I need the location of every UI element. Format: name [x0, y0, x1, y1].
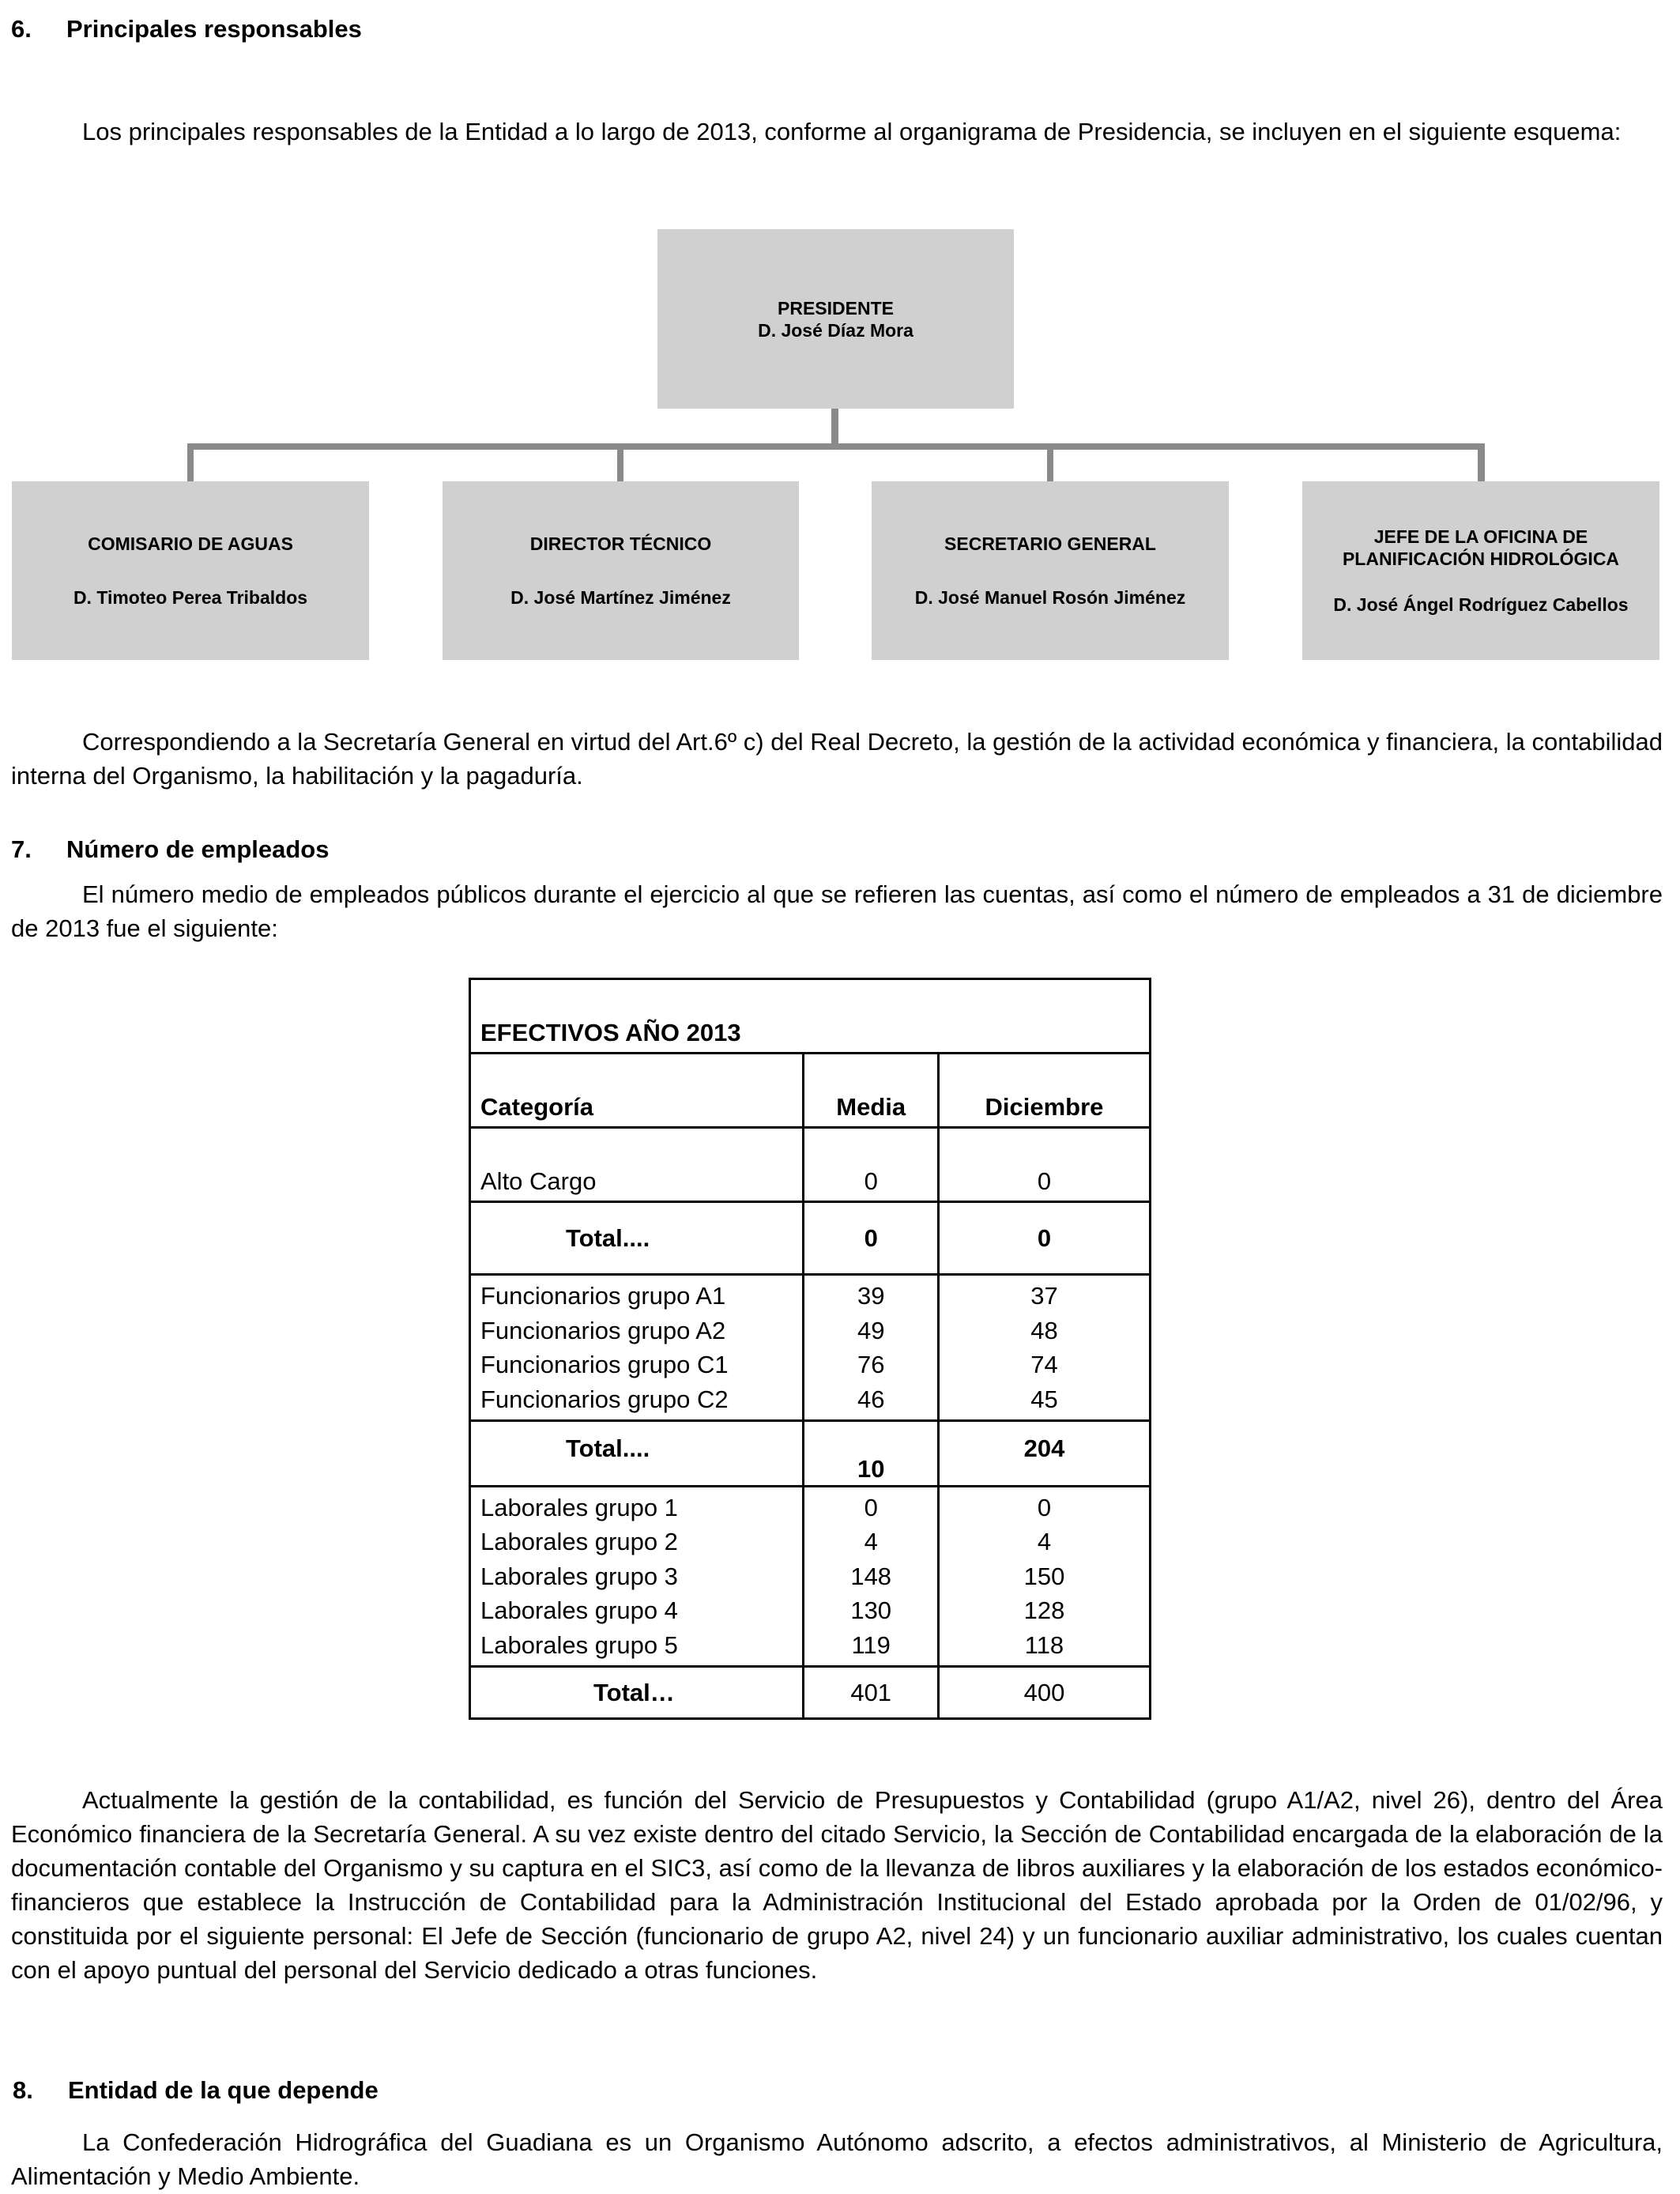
- table-caption: EFECTIVOS AÑO 2013: [470, 979, 1151, 1054]
- connector-vertical: [831, 409, 838, 443]
- row-media: 49: [857, 1316, 885, 1344]
- header-diciembre: Diciembre: [938, 1054, 1150, 1128]
- total-media: 10: [804, 1421, 938, 1487]
- connector-drop: [1478, 443, 1485, 481]
- paragraph-secretaria: Correspondiendo a la Secretaría General en virtud del Art.6º c) del Real Decreto, la gestión de la actividad económica y financiera, la contabilidad interna del Organismo, la habilitación y la pagaduría.: [11, 728, 1663, 790]
- total-label: Total....: [470, 1202, 804, 1275]
- table-group-funcionarios: [470, 1275, 1151, 1421]
- org-title: SECRETARIO GENERAL: [944, 533, 1156, 554]
- row-label: Alto Cargo: [470, 1128, 804, 1202]
- row-diciembre: 150: [1023, 1562, 1065, 1590]
- org-name: D. José Díaz Mora: [758, 319, 913, 341]
- total-label: Total....: [470, 1421, 804, 1487]
- table-total-row: [470, 1421, 1151, 1487]
- group-media: [804, 1487, 938, 1667]
- header-media: Media: [804, 1054, 938, 1128]
- row-media: 39: [857, 1282, 885, 1310]
- row-media: 0: [804, 1128, 938, 1202]
- org-box-director: [443, 481, 799, 660]
- row-label: Funcionarios grupo C1: [480, 1351, 729, 1378]
- row-media: 148: [850, 1562, 892, 1590]
- org-name: D. Timoteo Perea Tribaldos: [73, 587, 308, 608]
- row-diciembre: 0: [1037, 1493, 1052, 1521]
- org-box-secretario: [872, 481, 1229, 660]
- row-label: Funcionarios grupo C2: [480, 1385, 729, 1413]
- row-label: Laborales grupo 3: [480, 1562, 678, 1590]
- row-label: Funcionarios grupo A1: [480, 1282, 726, 1310]
- row-media: 4: [864, 1528, 878, 1556]
- table-caption-row: [470, 979, 1151, 1054]
- connector-drop: [1047, 443, 1053, 481]
- paragraph-contabilidad: Actualmente la gestión de la contabilidad, es función del Servicio de Presupuestos y Contabilidad (grupo A1/A2, nivel 26), dentro del Área Económico financiera de la Secretaría General. A su vez existe dentro del citado Servicio, la Sección de Contabilidad encargada de la elaboración de la documentación contable del Organismo y su captura en el SIC3, así como de la llevanza de libros auxiliares y la elaboración de los estados económico-financieros que establece la Instrucción de Contabilidad para la Administración Institucional del Estado aprobada por la Orden de 01/02/96, y constituida por el siguiente personal: El Jefe de Sección (funcionario de grupo A2, nivel 24) y un funcionario auxiliar administrativo, los cuales cuentan con el apoyo puntual del personal del Servicio dedicado a otras funciones.: [11, 1786, 1663, 1984]
- total-media: 0: [804, 1202, 938, 1275]
- org-title: COMISARIO DE AGUAS: [88, 533, 293, 554]
- org-box-comisario: [12, 481, 369, 660]
- row-diciembre: 37: [1030, 1282, 1058, 1310]
- connector-drop: [617, 443, 623, 481]
- connector-horizontal: [187, 443, 1485, 450]
- row-media: 119: [851, 1630, 891, 1659]
- org-box-jefe-planificacion: [1302, 481, 1659, 660]
- org-title: JEFE DE LA OFICINA DE PLANIFICACIÓN HIDROLÓGICA: [1342, 526, 1620, 569]
- row-diciembre: 74: [1030, 1351, 1058, 1378]
- org-title: DIRECTOR TÉCNICO: [529, 533, 712, 554]
- org-name: D. José Manuel Rosón Jiménez: [914, 587, 1186, 608]
- total-diciembre: 204: [938, 1421, 1150, 1487]
- section-7-heading: [11, 834, 329, 865]
- header-categoria: Categoría: [470, 1054, 804, 1128]
- row-media: 46: [857, 1385, 885, 1413]
- org-box-president: [657, 229, 1014, 409]
- row-media: 130: [850, 1596, 892, 1625]
- total-diciembre: 0: [938, 1202, 1150, 1275]
- group-diciembre: [938, 1487, 1150, 1667]
- row-diciembre: 0: [938, 1128, 1150, 1202]
- row-label: Funcionarios grupo A2: [480, 1316, 726, 1344]
- row-media: 0: [864, 1493, 878, 1521]
- row-diciembre: 48: [1030, 1316, 1058, 1344]
- section-6-intro: Los principales responsables de la Entidad a lo largo de 2013, conforme al organigrama de Presidencia, se incluyen en el siguiente esquema:: [82, 118, 1622, 145]
- section-title: Número de empleados: [66, 835, 330, 863]
- table-total-row: [470, 1667, 1151, 1719]
- total-diciembre: 400: [938, 1667, 1150, 1719]
- group-labels: [470, 1487, 804, 1667]
- row-diciembre: 128: [1023, 1596, 1065, 1625]
- connector-drop: [187, 443, 194, 481]
- group-media: [804, 1275, 938, 1421]
- table-header-row: [470, 1054, 1151, 1128]
- org-name: D. José Ángel Rodríguez Cabellos: [1333, 594, 1629, 615]
- row-diciembre: 4: [1037, 1528, 1052, 1556]
- row-label: Laborales grupo 2: [480, 1528, 678, 1556]
- section-6-heading: [11, 13, 362, 45]
- section-number: 8.: [13, 2076, 33, 2104]
- org-title: PRESIDENTE: [778, 297, 894, 319]
- table-row: [470, 1128, 1151, 1202]
- table-total-row: [470, 1202, 1151, 1275]
- row-media: 76: [857, 1351, 885, 1378]
- section-7-intro: El número medio de empleados públicos durante el ejercicio al que se refieren las cuentas, así como el número de empleados a 31 de diciembre de 2013 fue el siguiente:: [11, 880, 1663, 942]
- group-labels: [470, 1275, 804, 1421]
- row-label: Laborales grupo 4: [480, 1596, 678, 1625]
- row-label: Laborales grupo 5: [480, 1630, 678, 1659]
- section-number: 6.: [11, 15, 32, 43]
- total-media: 401: [804, 1667, 938, 1719]
- total-label: Total…: [470, 1667, 804, 1719]
- table-group-laborales: [470, 1487, 1151, 1667]
- section-8-intro: La Confederación Hidrográfica del Guadiana es un Organismo Autónomo adscrito, a efectos administrativos, al Ministerio de Agricultura, Alimentación y Medio Ambiente.: [11, 2128, 1663, 2190]
- group-diciembre: [938, 1275, 1150, 1421]
- employees-table: [469, 978, 1151, 1720]
- section-title: Entidad de la que depende: [68, 2076, 379, 2104]
- row-diciembre: 45: [1030, 1385, 1058, 1413]
- section-title: Principales responsables: [66, 15, 362, 43]
- org-name: D. José Martínez Jiménez: [510, 587, 731, 608]
- row-label: Laborales grupo 1: [480, 1493, 678, 1521]
- section-8-heading: [13, 2075, 379, 2106]
- section-number: 7.: [11, 835, 32, 863]
- row-diciembre: 118: [1024, 1630, 1064, 1659]
